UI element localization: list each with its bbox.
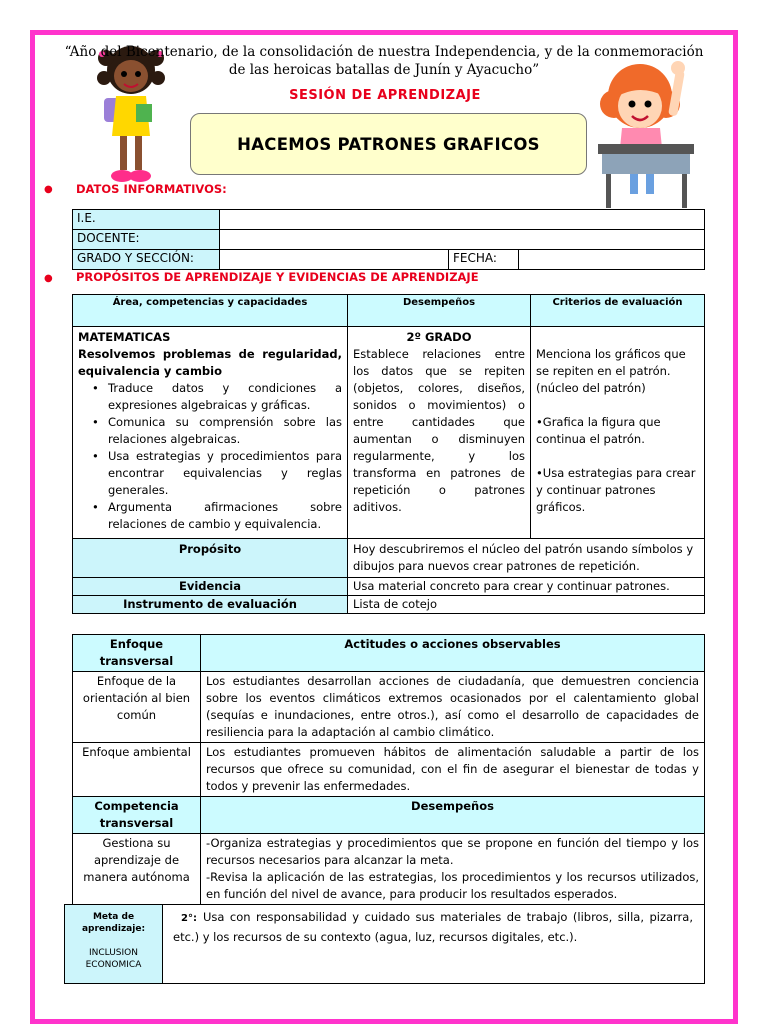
instrumento-value: Lista de cotejo	[348, 596, 705, 614]
competencia-transversal-name: Gestiona su aprendizaje de manera autónoma	[73, 834, 201, 905]
competencia-text: Resolvemos problemas de regularidad, equivalencia y cambio	[78, 347, 342, 378]
col-competencia-header: Competencia transversal	[73, 797, 201, 834]
meta-text: Usa con responsabilidad y cuidado sus materiales de trabajo (libros, silla, pizarra, etc.) y los recursos de su contexto (agua, luz, recursos digitales, etc.).	[173, 910, 693, 944]
meta-label: Meta de aprendizaje:	[81, 912, 146, 934]
propositos-heading: PROPÓSITOS DE APRENDIZAJE Y EVIDENCIAS DE APRENDIZAJE	[76, 270, 479, 284]
grado-value[interactable]	[220, 250, 449, 270]
enfoque-ambiental-text: Los estudiantes promueven hábitos de alimentación saludable a partir de los recursos que ofrece su comunidad, con el fin de asegurar el bienestar de todas y todos y prevenir las enfermedades.	[201, 743, 705, 797]
criterio-3: •Usa estrategias para crear y continuar patrones gráficos.	[536, 466, 696, 514]
evidencia-value: Usa material concreto para crear y continuar patrones.	[348, 578, 705, 596]
meta-text-cell	[173, 908, 693, 946]
col-desempenos-header: Desempeños	[348, 295, 531, 327]
desempeno-text: Establece relaciones entre los datos que se repiten (objetos, colores, diseños, sonidos o movimientos) o entre cantidades que aumentan o disminuyen regularmente, y los transforma en patrones de repetición o patrones aditivos.	[353, 347, 525, 514]
area-title: MATEMATICAS	[78, 330, 171, 344]
capacidades-list	[78, 380, 342, 533]
col-criterios-header: Criterios de evaluación	[531, 295, 705, 327]
area-cell	[73, 327, 348, 539]
quote-line-1: “Año del Bicentenario, de la consolidación de nuestra Independencia, y de la conmemoración	[64, 44, 704, 60]
bullet-icon: ●	[44, 184, 53, 195]
ie-value[interactable]	[220, 210, 705, 230]
commemorative-year-quote	[60, 43, 708, 79]
instrumento-label: Instrumento de evaluación	[73, 596, 348, 614]
girl-at-desk-illustration	[592, 56, 702, 211]
list-item: • Comunica su comprensión sobre las relaciones algebraicas.	[88, 414, 342, 448]
datos-heading: DATOS INFORMATIVOS:	[76, 182, 227, 196]
enfoques-table	[72, 634, 705, 905]
enfoque-bien-comun-text: Los estudiantes desarrollan acciones de ciudadanía, que demuestren conciencia sobre los eventos climáticos extremos ocasionados por el calentamiento global (sequías e inundaciones, entre otros.), así como el desarrollo de capacidades de resiliencia para la adaptación al cambio climático.	[201, 672, 705, 743]
docente-label: DOCENTE:	[73, 230, 220, 250]
desempeno-cell	[348, 327, 531, 539]
col-desempenos-transversal-header: Desempeños	[201, 797, 705, 834]
docente-value[interactable]	[220, 230, 705, 250]
criterio-1: Menciona los gráficos que se repiten en el patrón. (núcleo del patrón)	[536, 347, 686, 395]
grado-label: GRADO Y SECCIÓN:	[73, 250, 220, 270]
enfoque-ambiental-name: Enfoque ambiental	[73, 743, 201, 797]
col-enfoque-header: Enfoque transversal	[73, 635, 201, 672]
meta-sublabel: INCLUSION ECONOMICA	[85, 948, 142, 970]
propositos-table	[72, 294, 705, 614]
criterio-2: •Grafica la figura que continua el patrón.	[536, 415, 661, 446]
competencia-transversal-text	[201, 834, 705, 905]
criterios-cell	[531, 327, 705, 539]
fecha-label: FECHA:	[449, 250, 519, 270]
enfoque-bien-comun-name: Enfoque de la orientación al bien común	[73, 672, 201, 743]
list-item: • Usa estrategias y procedimientos para encontrar equivalencias y reglas generales.	[88, 448, 342, 499]
proposito-label: Propósito	[73, 539, 348, 578]
fecha-value[interactable]	[519, 250, 705, 270]
bullet-icon: ●	[44, 273, 53, 284]
list-item: • Traduce datos y condiciones a expresiones algebraicas y gráficas.	[88, 380, 342, 414]
col-area-header: Área, competencias y capacidades	[73, 295, 348, 327]
datos-table	[72, 209, 705, 270]
ie-label: I.E.	[73, 210, 220, 230]
proposito-value: Hoy descubriremos el núcleo del patrón usando símbolos y dibujos para nuevos crear patrones de repetición.	[348, 539, 705, 578]
meta-box	[64, 904, 705, 984]
evidencia-label: Evidencia	[73, 578, 348, 596]
competencia-line-2: -Revisa la aplicación de las estrategias, los procedimientos y los recursos utilizados, en función del nivel de avance, para producir los resultados esperados.	[206, 870, 699, 901]
list-item: • Argumenta afirmaciones sobre relaciones de cambio y equivalencia.	[88, 499, 342, 533]
meta-label-cell	[65, 905, 163, 983]
session-label: SESIÓN DE APRENDIZAJE	[289, 88, 481, 103]
competencia-line-1: -Organiza estrategias y procedimientos que se propone en función del tiempo y los recursos necesarios para alcanzar la meta.	[206, 836, 699, 867]
meta-grade: 2°:	[181, 913, 197, 924]
quote-line-2: de las heroicas batallas de Junín y Ayacucho”	[228, 62, 540, 78]
col-actitudes-header: Actitudes o acciones observables	[201, 635, 705, 672]
grado-text: 2º GRADO	[406, 330, 472, 344]
lesson-title: HACEMOS PATRONES GRAFICOS	[190, 113, 587, 175]
